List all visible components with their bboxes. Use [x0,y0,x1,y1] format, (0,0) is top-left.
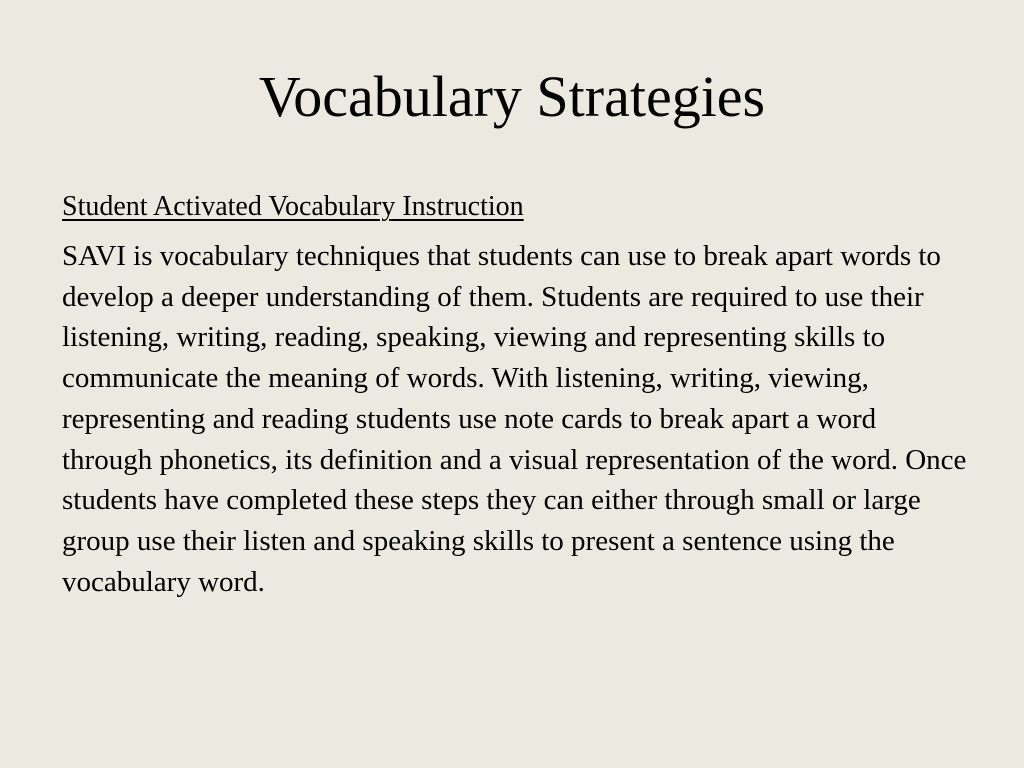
slide-body [62,186,972,602]
body-paragraph: SAVI is vocabulary techniques that students can use to break apart words to develop a deeper understanding of them. Students are required to use their listening, writing, reading, speaking, viewing and representing skills to communicate the meaning of words. With listening, writing, viewing, representing and reading students use note cards to break apart a word through phonetics, its definition and a visual representation of the word. Once students have completed these steps they can either through small or large group use their listen and speaking skills to present a sentence using the vocabulary word. [62,240,967,598]
slide-title: Vocabulary Strategies [258,64,766,129]
subheading: Student Activated Vocabulary Instruction [62,191,524,222]
